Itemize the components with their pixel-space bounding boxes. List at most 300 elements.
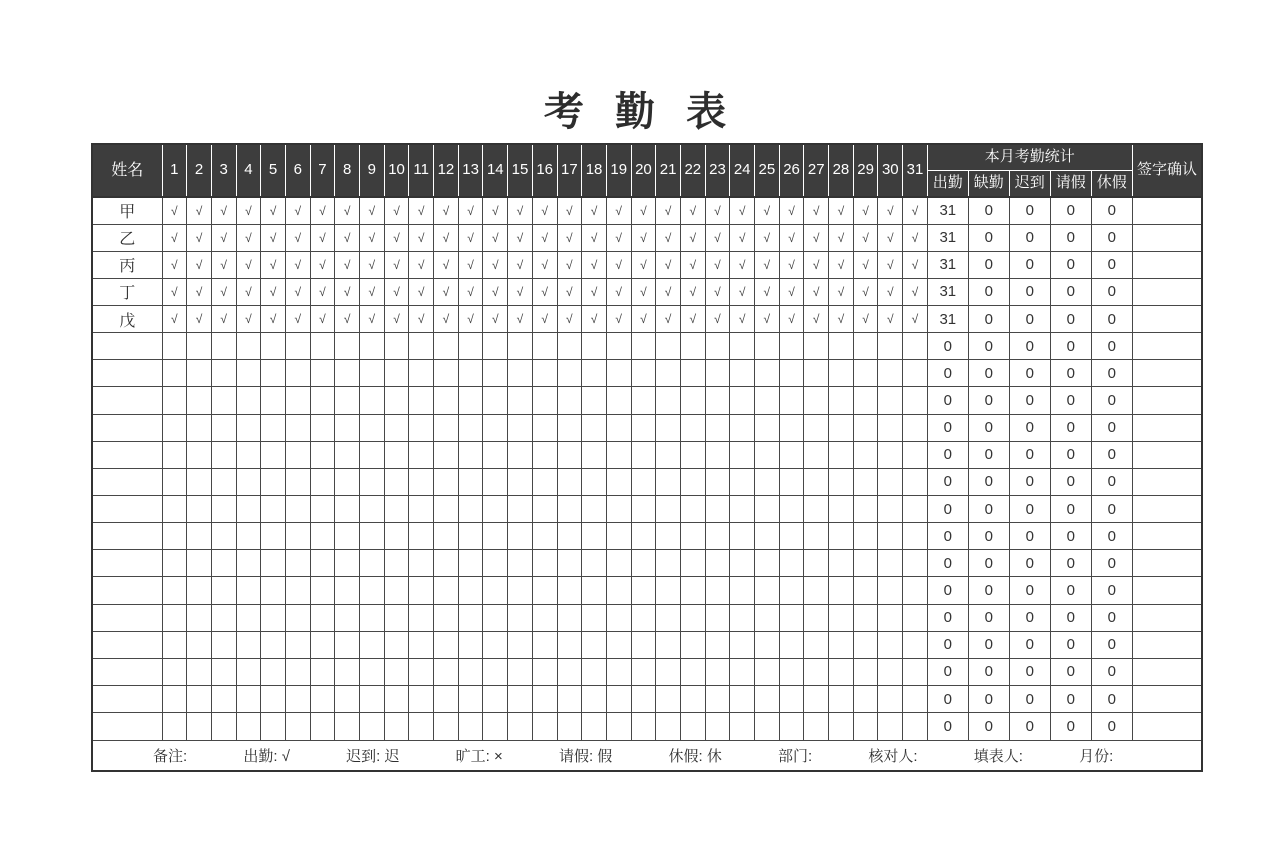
day-cell <box>236 441 261 468</box>
day-cell <box>187 360 212 387</box>
day-cell <box>705 631 730 658</box>
stat-cell: 0 <box>1009 251 1050 278</box>
stat-cell: 0 <box>927 550 968 577</box>
day-cell: √ <box>261 197 286 224</box>
day-cell <box>779 414 804 441</box>
day-cell <box>878 604 903 631</box>
day-cell: √ <box>434 197 459 224</box>
table-row <box>92 197 1202 224</box>
table-row <box>92 414 1202 441</box>
day-cell <box>656 333 681 360</box>
day-cell <box>360 468 385 495</box>
day-cell <box>631 658 656 685</box>
day-cell: √ <box>360 278 385 305</box>
day-cell <box>878 713 903 740</box>
stat-cell: 0 <box>1050 306 1091 333</box>
stat-cell: 0 <box>968 251 1009 278</box>
day-cell <box>705 414 730 441</box>
day-cell <box>730 496 755 523</box>
day-cell <box>409 686 434 713</box>
day-cell <box>730 631 755 658</box>
stat-cell: 0 <box>1091 224 1132 251</box>
day-cell <box>483 441 508 468</box>
day-cell <box>779 604 804 631</box>
day-cell <box>434 604 459 631</box>
day-cell <box>285 333 310 360</box>
day-cell <box>829 577 854 604</box>
day-header: 18 <box>582 144 607 197</box>
day-cell: √ <box>606 278 631 305</box>
day-cell <box>804 468 829 495</box>
day-cell <box>236 604 261 631</box>
stat-cell: 0 <box>927 631 968 658</box>
stat-cell: 0 <box>927 686 968 713</box>
stat-cell: 31 <box>927 197 968 224</box>
day-cell <box>532 387 557 414</box>
day-cell <box>804 414 829 441</box>
day-cell <box>409 387 434 414</box>
day-cell: √ <box>853 197 878 224</box>
day-cell <box>705 713 730 740</box>
day-cell <box>582 713 607 740</box>
table-row <box>92 658 1202 685</box>
day-cell: √ <box>458 278 483 305</box>
day-cell <box>903 468 928 495</box>
day-cell: √ <box>162 251 187 278</box>
day-cell: √ <box>360 224 385 251</box>
day-cell: √ <box>730 278 755 305</box>
day-cell <box>680 550 705 577</box>
day-cell <box>853 686 878 713</box>
day-cell <box>236 387 261 414</box>
day-cell: √ <box>656 224 681 251</box>
day-cell <box>360 658 385 685</box>
day-cell <box>458 686 483 713</box>
day-cell: √ <box>557 251 582 278</box>
day-cell <box>705 360 730 387</box>
day-cell <box>236 360 261 387</box>
day-cell: √ <box>483 306 508 333</box>
day-cell: √ <box>705 278 730 305</box>
day-cell <box>285 441 310 468</box>
day-cell: √ <box>458 306 483 333</box>
day-cell <box>829 360 854 387</box>
day-cell <box>656 631 681 658</box>
day-cell <box>631 360 656 387</box>
stat-cell: 0 <box>1009 278 1050 305</box>
day-cell <box>310 686 335 713</box>
day-cell <box>458 631 483 658</box>
day-cell: √ <box>310 306 335 333</box>
day-cell <box>903 713 928 740</box>
sign-cell <box>1132 631 1202 658</box>
day-cell: √ <box>211 278 236 305</box>
day-cell <box>853 713 878 740</box>
stat-cell: 0 <box>1009 224 1050 251</box>
day-cell: √ <box>606 224 631 251</box>
day-cell: √ <box>285 306 310 333</box>
day-cell <box>458 550 483 577</box>
table-row <box>92 251 1202 278</box>
day-cell: √ <box>829 251 854 278</box>
day-cell: √ <box>705 197 730 224</box>
stat-cell: 0 <box>968 686 1009 713</box>
table-row <box>92 387 1202 414</box>
day-cell <box>606 387 631 414</box>
day-cell <box>162 577 187 604</box>
day-cell <box>582 577 607 604</box>
day-cell <box>285 577 310 604</box>
sign-cell <box>1132 441 1202 468</box>
day-cell: √ <box>829 224 854 251</box>
table-row <box>92 496 1202 523</box>
day-cell <box>631 550 656 577</box>
sign-cell <box>1132 523 1202 550</box>
day-cell <box>310 550 335 577</box>
day-cell <box>804 441 829 468</box>
day-cell <box>360 414 385 441</box>
stat-cell: 0 <box>1050 224 1091 251</box>
name-cell: 丁 <box>92 278 162 305</box>
day-cell <box>187 333 212 360</box>
day-cell <box>853 333 878 360</box>
name-cell <box>92 604 162 631</box>
day-cell <box>409 414 434 441</box>
day-cell: √ <box>779 224 804 251</box>
day-cell <box>878 550 903 577</box>
day-cell <box>680 333 705 360</box>
header-row-1 <box>92 144 1202 170</box>
stat-cell: 0 <box>1009 333 1050 360</box>
stat-cell: 0 <box>968 631 1009 658</box>
stat-cell: 0 <box>968 197 1009 224</box>
day-cell: √ <box>829 278 854 305</box>
day-cell <box>878 577 903 604</box>
day-cell: √ <box>656 306 681 333</box>
stat-cell: 0 <box>1091 686 1132 713</box>
name-cell <box>92 496 162 523</box>
day-cell: √ <box>187 197 212 224</box>
day-cell <box>557 414 582 441</box>
day-header: 7 <box>310 144 335 197</box>
day-cell <box>434 387 459 414</box>
day-cell: √ <box>903 278 928 305</box>
stat-cell: 0 <box>1050 577 1091 604</box>
day-cell <box>211 414 236 441</box>
day-cell <box>211 550 236 577</box>
day-cell <box>508 604 533 631</box>
day-cell <box>162 333 187 360</box>
day-cell <box>285 496 310 523</box>
name-cell <box>92 658 162 685</box>
day-cell: √ <box>878 224 903 251</box>
stat-cell: 0 <box>968 224 1009 251</box>
stat-cell: 0 <box>927 523 968 550</box>
day-cell <box>409 523 434 550</box>
sign-cell <box>1132 604 1202 631</box>
day-cell <box>582 658 607 685</box>
day-cell: √ <box>606 197 631 224</box>
table-row <box>92 441 1202 468</box>
day-cell <box>755 577 780 604</box>
name-cell <box>92 468 162 495</box>
day-cell <box>162 523 187 550</box>
day-cell <box>903 523 928 550</box>
day-cell <box>903 360 928 387</box>
day-cell <box>310 441 335 468</box>
stat-cell: 0 <box>927 387 968 414</box>
day-cell: √ <box>310 251 335 278</box>
day-cell: √ <box>335 197 360 224</box>
day-header: 11 <box>409 144 434 197</box>
name-cell: 乙 <box>92 224 162 251</box>
day-cell <box>557 468 582 495</box>
day-cell <box>409 333 434 360</box>
sign-cell <box>1132 224 1202 251</box>
sign-cell <box>1132 360 1202 387</box>
day-cell <box>829 414 854 441</box>
day-cell <box>483 523 508 550</box>
table-row <box>92 360 1202 387</box>
day-cell: √ <box>409 306 434 333</box>
day-cell <box>631 631 656 658</box>
day-cell: √ <box>631 278 656 305</box>
day-header: 27 <box>804 144 829 197</box>
day-cell: √ <box>878 197 903 224</box>
day-header: 10 <box>384 144 409 197</box>
day-cell: √ <box>508 278 533 305</box>
day-cell <box>730 550 755 577</box>
day-cell <box>508 658 533 685</box>
day-cell: √ <box>705 224 730 251</box>
sign-cell <box>1132 278 1202 305</box>
stat-cell: 0 <box>927 658 968 685</box>
day-cell <box>310 333 335 360</box>
stat-cell: 0 <box>968 523 1009 550</box>
day-cell <box>606 686 631 713</box>
day-cell <box>631 577 656 604</box>
day-cell <box>384 468 409 495</box>
day-cell <box>162 713 187 740</box>
day-cell <box>261 658 286 685</box>
day-cell <box>582 360 607 387</box>
table-row <box>92 686 1202 713</box>
day-header: 25 <box>755 144 780 197</box>
stat-cell: 0 <box>1050 550 1091 577</box>
day-cell <box>656 468 681 495</box>
legend-item: 部门: <box>778 747 813 765</box>
day-cell <box>903 577 928 604</box>
stat-cell: 0 <box>1009 658 1050 685</box>
day-cell: √ <box>236 251 261 278</box>
day-cell <box>680 441 705 468</box>
sign-cell <box>1132 251 1202 278</box>
day-cell: √ <box>532 306 557 333</box>
day-cell <box>532 360 557 387</box>
day-cell <box>705 496 730 523</box>
day-cell <box>755 658 780 685</box>
day-cell <box>804 496 829 523</box>
day-cell <box>310 496 335 523</box>
day-cell <box>804 713 829 740</box>
day-cell <box>804 658 829 685</box>
stat-header: 迟到 <box>1009 170 1050 197</box>
day-cell <box>162 496 187 523</box>
day-cell <box>458 468 483 495</box>
stat-cell: 0 <box>1009 713 1050 740</box>
stat-cell: 0 <box>927 577 968 604</box>
day-cell <box>631 713 656 740</box>
day-cell: √ <box>261 224 286 251</box>
day-cell <box>409 468 434 495</box>
stat-cell: 0 <box>1050 631 1091 658</box>
day-cell <box>631 523 656 550</box>
day-cell <box>705 333 730 360</box>
day-cell <box>285 550 310 577</box>
day-cell <box>335 360 360 387</box>
day-cell <box>187 631 212 658</box>
day-cell: √ <box>187 224 212 251</box>
day-cell <box>532 686 557 713</box>
stat-cell: 0 <box>1009 360 1050 387</box>
day-cell <box>508 550 533 577</box>
day-cell <box>211 523 236 550</box>
day-cell <box>285 414 310 441</box>
day-cell <box>680 496 705 523</box>
day-header: 16 <box>532 144 557 197</box>
stat-cell: 0 <box>1050 197 1091 224</box>
day-cell <box>360 360 385 387</box>
day-cell: √ <box>483 197 508 224</box>
name-column-header: 姓名 <box>92 144 162 197</box>
day-cell: √ <box>631 197 656 224</box>
day-header: 4 <box>236 144 261 197</box>
day-cell <box>582 387 607 414</box>
day-cell: √ <box>606 306 631 333</box>
day-cell <box>360 604 385 631</box>
day-header: 15 <box>508 144 533 197</box>
day-header: 6 <box>285 144 310 197</box>
day-cell <box>211 631 236 658</box>
day-cell <box>335 713 360 740</box>
day-cell <box>680 577 705 604</box>
day-cell <box>680 604 705 631</box>
day-cell <box>804 550 829 577</box>
day-cell <box>804 686 829 713</box>
day-cell <box>582 523 607 550</box>
day-cell: √ <box>680 224 705 251</box>
day-cell <box>261 496 286 523</box>
day-cell <box>878 658 903 685</box>
stat-cell: 0 <box>927 468 968 495</box>
day-cell <box>187 414 212 441</box>
day-cell <box>903 686 928 713</box>
day-cell <box>335 604 360 631</box>
stat-cell: 0 <box>1091 631 1132 658</box>
day-cell <box>829 658 854 685</box>
day-cell <box>483 414 508 441</box>
day-cell: √ <box>557 278 582 305</box>
day-cell <box>582 686 607 713</box>
name-cell <box>92 333 162 360</box>
day-cell: √ <box>483 224 508 251</box>
stat-cell: 0 <box>1050 278 1091 305</box>
day-cell <box>582 468 607 495</box>
stat-cell: 0 <box>1009 631 1050 658</box>
day-cell <box>261 468 286 495</box>
day-header: 12 <box>434 144 459 197</box>
day-cell <box>656 360 681 387</box>
stat-cell: 0 <box>1050 468 1091 495</box>
day-cell <box>631 387 656 414</box>
day-cell <box>705 441 730 468</box>
day-cell <box>557 604 582 631</box>
day-cell <box>434 441 459 468</box>
day-cell <box>829 468 854 495</box>
stat-cell: 0 <box>1050 523 1091 550</box>
stat-cell: 0 <box>1091 387 1132 414</box>
day-cell <box>434 523 459 550</box>
day-cell <box>434 686 459 713</box>
stat-cell: 0 <box>1009 577 1050 604</box>
day-cell: √ <box>656 197 681 224</box>
day-cell <box>434 414 459 441</box>
day-cell <box>606 550 631 577</box>
sign-cell <box>1132 414 1202 441</box>
stat-cell: 0 <box>1009 468 1050 495</box>
day-cell <box>211 577 236 604</box>
day-cell <box>606 577 631 604</box>
stat-cell: 0 <box>1091 414 1132 441</box>
day-cell <box>483 713 508 740</box>
day-cell <box>434 658 459 685</box>
day-cell <box>384 387 409 414</box>
legend-item: 出勤: √ <box>243 747 290 765</box>
day-cell <box>656 686 681 713</box>
day-cell: √ <box>384 197 409 224</box>
day-cell: √ <box>878 251 903 278</box>
day-cell: √ <box>335 306 360 333</box>
day-cell <box>236 414 261 441</box>
table-row <box>92 550 1202 577</box>
day-cell <box>606 333 631 360</box>
day-cell <box>483 387 508 414</box>
day-header: 9 <box>360 144 385 197</box>
day-header: 19 <box>606 144 631 197</box>
stat-cell: 0 <box>1009 306 1050 333</box>
legend-item: 填表人: <box>973 747 1023 765</box>
day-cell <box>853 577 878 604</box>
day-cell: √ <box>557 306 582 333</box>
day-cell <box>755 523 780 550</box>
day-cell <box>853 360 878 387</box>
day-cell <box>261 686 286 713</box>
day-cell <box>730 604 755 631</box>
day-cell <box>582 414 607 441</box>
day-cell: √ <box>829 306 854 333</box>
name-cell: 戊 <box>92 306 162 333</box>
day-cell <box>631 496 656 523</box>
sign-cell <box>1132 496 1202 523</box>
day-cell <box>532 631 557 658</box>
name-cell <box>92 523 162 550</box>
day-cell <box>804 631 829 658</box>
day-cell <box>631 604 656 631</box>
day-cell <box>211 441 236 468</box>
day-cell <box>211 333 236 360</box>
day-cell: √ <box>755 197 780 224</box>
day-cell <box>631 686 656 713</box>
